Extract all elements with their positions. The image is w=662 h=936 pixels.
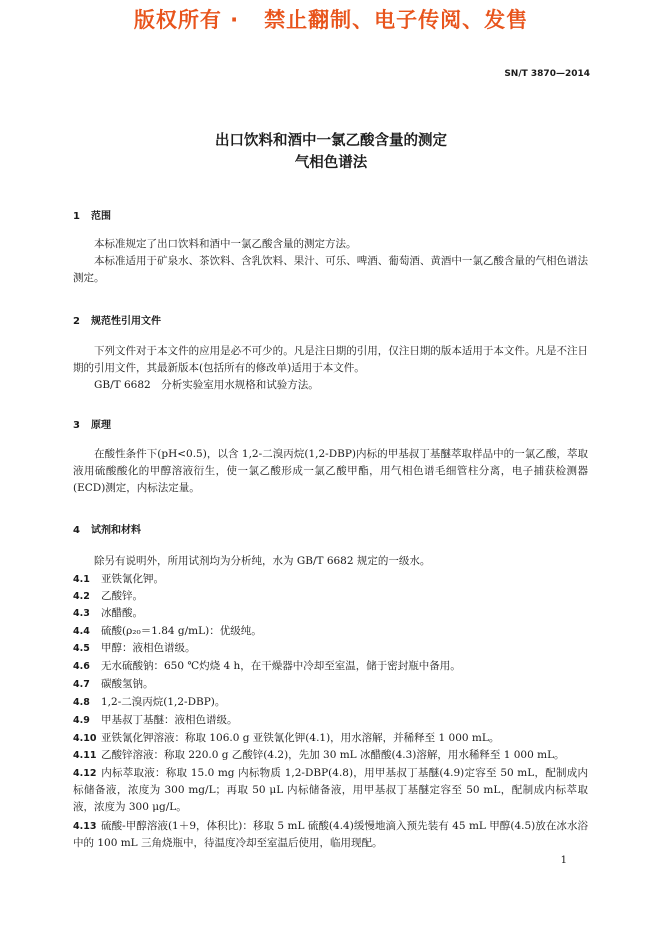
watermark-banner: 版权所有 · 禁止翻制、电子传阅、发售 — [133, 8, 529, 32]
standard-code: SN/T 3870—2014 — [504, 69, 590, 79]
section-number: 2 — [73, 316, 80, 327]
section-heading-principle — [73, 416, 111, 431]
item-text: 甲基叔丁基醚：液相色谱级。 — [101, 714, 238, 726]
section-heading-reagents — [73, 521, 141, 536]
list-item — [73, 658, 588, 675]
paragraph: 本标准适用于矿泉水、茶饮料、含乳饮料、果汁、可乐、啤酒、葡萄酒、黄酒中一氯乙酸含量的气相色谱法测定。 — [73, 255, 588, 284]
paragraph: 除另有说明外，所用试剂均为分析纯，水为 GB/T 6682 规定的一级水。 — [94, 555, 431, 567]
section-number: 3 — [73, 420, 80, 431]
item-text: 冰醋酸。 — [101, 607, 143, 619]
item-text: 乙酸锌。 — [101, 590, 143, 602]
item-text: 甲醇：液相色谱级。 — [101, 642, 196, 654]
item-number: 4.10 — [73, 733, 97, 744]
item-number: 4.11 — [73, 750, 97, 761]
paragraph: 在酸性条件下(pH<0.5)，以含 1,2-二溴丙烷(1,2-DBP)内标的甲基叔丁基醚萃取样品中的一氯乙酸，萃取液用硫酸酸化的甲醇溶液衍生，使一氯乙酸形成一氯乙酸甲酯，用气相色谱毛细管柱分离，电子捕获检测器(ECD)测定，内标法定量。 — [73, 448, 588, 494]
list-item — [73, 571, 588, 588]
item-number: 4.6 — [73, 661, 90, 672]
list-item — [73, 640, 588, 657]
item-number: 4.2 — [73, 591, 90, 602]
page-number: 1 — [560, 855, 567, 866]
section-number: 4 — [73, 525, 80, 536]
list-item — [73, 694, 588, 711]
list-item — [73, 588, 588, 605]
list-item — [73, 623, 588, 640]
paragraph: 本标准规定了出口饮料和酒中一氯乙酸含量的测定方法。 — [94, 238, 357, 250]
section-heading-scope — [73, 207, 111, 222]
section-number: 1 — [73, 211, 80, 222]
item-number: 4.7 — [73, 679, 90, 690]
item-text: 内标萃取液：称取 15.0 mg 内标物质 1,2-DBP(4.8)，用甲基叔丁基醚(4.9)定容至 50 mL，配制成内标储备液，浓度为 300 mg/L；再取 50 μL 内标储备液，用甲基叔丁基醚定容至 50 mL，配制成内标萃取液，浓度为 300 μg/L。 — [73, 767, 588, 813]
item-number: 4.9 — [73, 715, 90, 726]
section-title: 原理 — [91, 420, 111, 431]
item-number: 4.12 — [73, 768, 97, 779]
list-item — [73, 765, 588, 816]
list-item — [73, 818, 588, 852]
section-title: 试剂和材料 — [91, 525, 141, 536]
item-text: 无水硫酸钠：650 ℃灼烧 4 h，在干燥器中冷却至室温，储于密封瓶中备用。 — [101, 660, 461, 672]
item-text: 亚铁氰化钾溶液：称取 106.0 g 亚铁氰化钾(4.1)，用水溶解，并稀释至 1 000 mL。 — [101, 732, 500, 744]
list-item — [73, 747, 588, 764]
paragraph: 下列文件对于本文件的应用是必不可少的。凡是注日期的引用，仅注日期的版本适用于本文件。凡是不注日期的引用文件，其最新版本(包括所有的修改单)适用于本文件。 — [73, 345, 588, 374]
item-text: 亚铁氰化钾。 — [101, 573, 164, 585]
document-title: 出口饮料和酒中一氯乙酸含量的测定 — [215, 133, 447, 149]
section-title: 规范性引用文件 — [91, 316, 161, 327]
list-item — [73, 712, 588, 729]
item-number: 4.13 — [73, 821, 97, 832]
item-text: 1,2-二溴丙烷(1,2-DBP)。 — [101, 696, 226, 708]
document-subtitle: 气相色谱法 — [294, 155, 368, 171]
item-number: 4.1 — [73, 574, 90, 585]
item-text: 乙酸锌溶液：称取 220.0 g 乙酸锌(4.2)，先加 30 mL 冰醋酸(4.3)溶解，用水稀释至 1 000 mL。 — [101, 749, 565, 761]
section-title: 范围 — [91, 211, 111, 222]
list-item — [73, 730, 588, 747]
item-text: 硫酸-甲醇溶液(1＋9，体积比)：移取 5 mL 硫酸(4.4)缓慢地滴入预先装有 45 mL 甲醇(4.5)放在冰水浴中的 100 mL 三角烧瓶中，待温度冷却至室温后使用，临用现配。 — [73, 820, 588, 849]
item-number: 4.4 — [73, 626, 90, 637]
item-number: 4.5 — [73, 643, 90, 654]
list-item — [73, 605, 588, 622]
item-number: 4.8 — [73, 697, 90, 708]
item-number: 4.3 — [73, 608, 90, 619]
paragraph: GB/T 6682 分析实验室用水规格和试验方法。 — [94, 379, 319, 391]
item-text: 碳酸氢钠。 — [101, 678, 154, 690]
item-text: 硫酸(ρ₂₀＝1.84 g/mL)：优级纯。 — [101, 625, 262, 637]
list-item — [73, 676, 588, 693]
section-heading-references — [73, 312, 161, 327]
